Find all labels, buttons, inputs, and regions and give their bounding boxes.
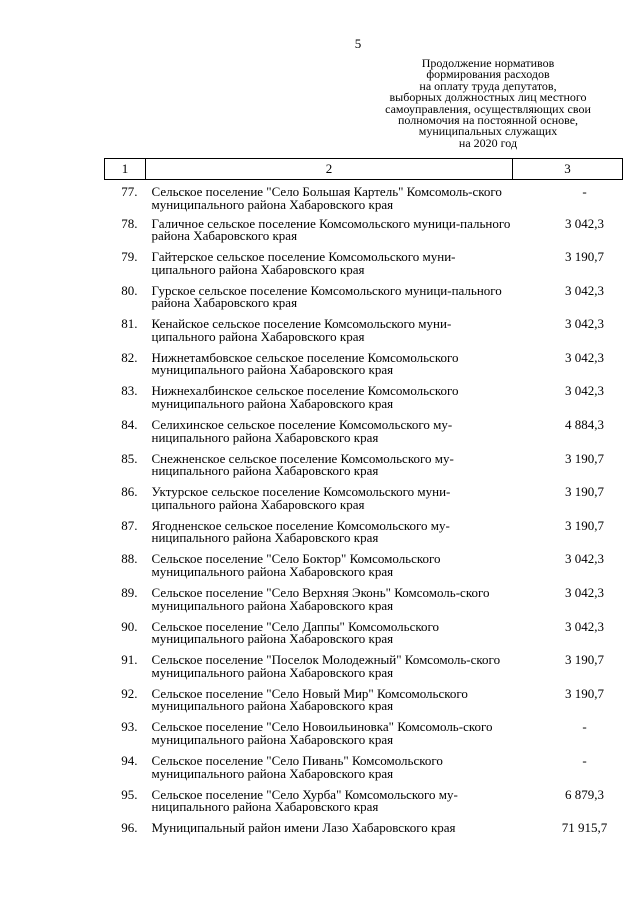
settlement-name: Сельское поселение "Село Боктор" Комсомольского муниципального района Хабаровского края [151,551,441,580]
settlement-name: Сельское поселение "Село Новый Мир" Комсомольского муниципального района Хабаровского края [151,685,468,714]
row-number: 81. [121,316,138,332]
column-header-2: 2 [146,159,513,180]
row-number: 77. [121,184,138,199]
table-row [105,486,623,520]
row-number: 78. [121,215,138,231]
norm-value: 3 042,3 [565,383,604,399]
table-header-row [105,159,623,180]
table-row [105,789,623,823]
header-line: муниципальных служащих [418,124,558,139]
settlement-name: Нижнехалбинское сельское поселение Комсомольского муниципального района Хабаровского края [151,383,459,412]
settlement-name: Галичное сельское поселение Комсомольского муници-пального района Хабаровского края [151,215,511,244]
table-row [105,621,623,655]
norm-value: - [582,719,587,735]
row-number: 93. [121,719,138,735]
norm-value: 3 042,3 [565,215,604,231]
settlement-name: Кенайское сельское поселение Комсомольского муни-ципального района Хабаровского края [151,316,452,344]
header-line: полномочия на постоянной основе, [397,113,579,128]
norm-value: 3 042,3 [565,585,604,601]
table-row [105,520,623,554]
table-row [105,251,623,285]
table-row [105,553,623,587]
settlement-name: Селихинское сельское поселение Комсомольского му-ниципального района Хабаровского края [151,417,453,445]
table-row [105,218,623,252]
norms-table [104,158,623,856]
norm-value: 3 042,3 [565,551,604,567]
settlement-name: Ягодненское сельское поселение Комсомольского му-ниципального района Хабаровского края [151,517,450,546]
table-row [105,285,623,319]
norm-value: 3 042,3 [565,349,604,365]
row-number: 82. [121,349,138,365]
settlement-name: Снежненское сельское поселение Комсомольского му-ниципального района Хабаровского края [151,450,454,479]
settlement-name: Нижнетамбовское сельское поселение Комсомольского муниципального района Хабаровского края [151,349,459,378]
row-number: 96. [121,820,138,836]
settlement-name: Сельское поселение "Село Верхняя Эконь" Комсомоль-ского муниципального района Хабаровского края [151,585,490,613]
norm-value: - [582,184,587,199]
settlement-name: Сельское поселение "Село Пивань" Комсомольского муниципального района Хабаровского края [151,753,443,781]
table-row [105,419,623,453]
settlement-name: Сельское поселение "Село Даппы" Комсомольского муниципального района Хабаровского края [151,618,440,647]
header-line: формирования расходов [426,67,550,82]
norm-value: 3 042,3 [565,618,604,634]
settlement-name: Сельское поселение "Село Большая Картель" Комсомоль-ского муниципального района Хабаровского края [151,184,502,212]
row-number: 89. [121,585,138,601]
table-row [105,587,623,621]
row-number: 92. [121,685,138,701]
norm-value: 3 190,7 [565,249,604,265]
norm-value: 6 879,3 [565,786,604,802]
row-number: 90. [121,618,138,634]
row-number: 86. [121,484,138,500]
table-row [105,822,623,856]
settlement-name: Гайтерское сельское поселение Комсомольского муни-ципального района Хабаровского края [151,249,456,277]
table-body [105,180,623,856]
norm-value: 3 190,7 [565,517,604,533]
table-row [105,688,623,722]
table-row [105,318,623,352]
table-row [105,180,623,218]
table-row [105,385,623,419]
norm-value: 3 190,7 [565,484,604,500]
settlement-name: Сельское поселение "Поселок Молодежный" Комсомоль-ского муниципального района Хабаровского края [151,652,501,680]
row-number: 79. [121,249,138,265]
row-number: 94. [121,753,138,768]
header-line: на оплату труда депутатов, [419,78,557,93]
column-header-1: 1 [105,159,146,180]
header-line: выборных должностных лиц местного [389,90,587,105]
norm-value: - [582,753,587,768]
settlement-name: Сельское поселение "Село Хурба" Комсомольского му-ниципального района Хабаровского края [151,786,458,815]
header-note [370,58,606,149]
settlement-name: Гурское сельское поселение Комсомольского муници-пального района Хабаровского края [151,282,502,311]
row-number: 91. [121,652,138,668]
norm-value: 3 042,3 [565,316,604,332]
row-number: 84. [121,417,138,433]
row-number: 87. [121,517,138,533]
table-row [105,721,623,755]
column-header-3: 3 [513,159,623,180]
header-line: на 2020 год [458,135,518,150]
norm-value: 4 884,3 [565,417,604,433]
row-number: 80. [121,282,138,298]
table-row [105,352,623,386]
row-number: 85. [121,450,138,466]
header-line: Продолжение нормативов [421,56,555,70]
norm-value: 71 915,7 [561,820,608,836]
row-number: 95. [121,786,138,802]
row-number: 88. [121,551,138,567]
settlement-name: Уктурское сельское поселение Комсомольского муни-ципального района Хабаровского края [151,484,451,512]
row-number: 83. [121,383,138,399]
header-line: самоуправления, осуществляющих свои [385,101,591,116]
table-row [105,654,623,688]
norm-value: 3 190,7 [565,685,604,701]
settlement-name: Сельское поселение "Село Новоильиновка" Комсомоль-ского муниципального района Хабаровского края [151,719,493,747]
table-row [105,453,623,487]
table-row [105,755,623,789]
norm-value: 3 042,3 [565,282,604,298]
settlement-name: Муниципальный район имени Лазо Хабаровского края [151,820,456,836]
page-number: 5 [354,36,362,51]
norm-value: 3 190,7 [565,652,604,668]
norm-value: 3 190,7 [565,450,604,466]
